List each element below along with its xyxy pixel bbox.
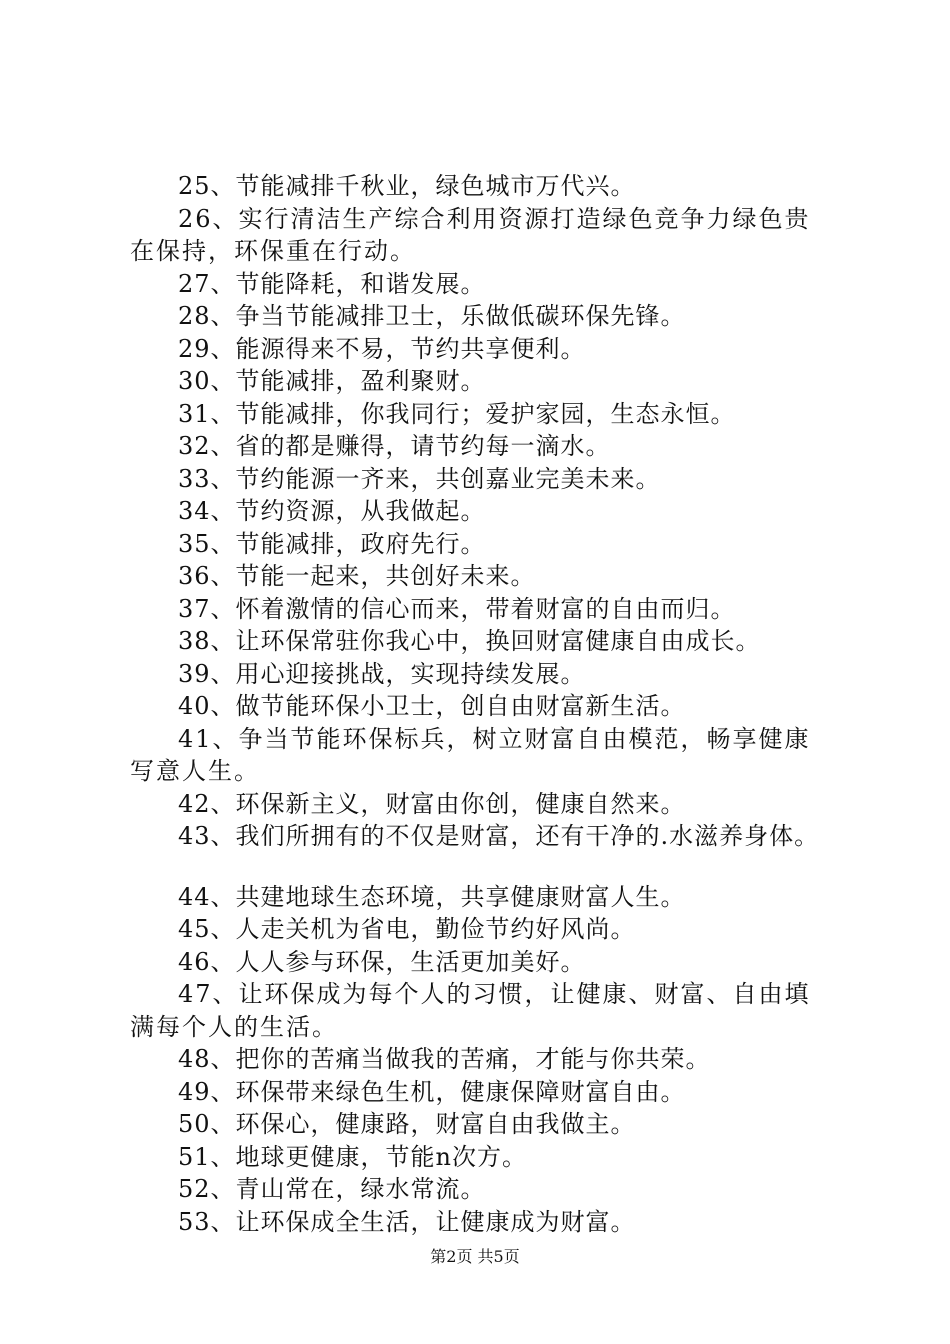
document-body (130, 170, 830, 1238)
paragraph-26: 26、实行清洁生产综合利用资源打造绿色竞争力绿色贵在保持，环保重在行动。 (130, 204, 811, 265)
paragraph-28: 28、争当节能减排卫士，乐做低碳环保先锋。 (178, 302, 686, 330)
paragraph-25: 25、节能减排千秋业，绿色城市万代兴。 (178, 172, 636, 200)
paragraph-40: 40、做节能环保小卫士，创自由财富新生活。 (178, 692, 686, 720)
paragraph-37: 37、怀着激情的信心而来，带着财富的自由而归。 (178, 594, 736, 623)
paragraph-43: 43、我们所拥有的不仅是财富，还有干净的.水滋养身体。 (178, 822, 820, 850)
paragraph-47: 47、让环保成为每个人的习惯，让健康、财富、自由填满每个人的生活。 (130, 980, 811, 1041)
paragraph-51: 51、地球更健康，节能n次方。 (178, 1142, 527, 1171)
paragraph-27: 27、节能降耗，和谐发展。 (178, 269, 486, 298)
paragraph-48: 48、把你的苦痛当做我的苦痛，才能与你共荣。 (178, 1045, 711, 1073)
paragraph-38: 38、让环保常驻你我心中，换回财富健康自由成长。 (178, 627, 761, 655)
paragraph-36: 36、节能一起来，共创好未来。 (178, 562, 536, 590)
paragraph-46: 46、人人参与环保，生活更加美好。 (178, 947, 586, 976)
paragraph-44: 44、共建地球生态环境，共享健康财富人生。 (178, 882, 686, 911)
paragraph-49: 49、环保带来绿色生机，健康保障财富自由。 (178, 1077, 686, 1106)
paragraph-35: 35、节能减排，政府先行。 (178, 529, 486, 558)
paragraph-29: 29、能源得来不易，节约共享便利。 (178, 334, 586, 363)
paragraph-50: 50、环保心，健康路，财富自由我做主。 (178, 1110, 636, 1138)
paragraph-30: 30、节能减排，盈利聚财。 (178, 367, 486, 395)
paragraph-34: 34、节约资源，从我做起。 (178, 497, 486, 525)
paragraph-32: 32、省的都是赚得，请节约每一滴水。 (178, 432, 611, 460)
paragraph-53: 53、让环保成全生活，让健康成为财富。 (178, 1207, 636, 1236)
paragraph-31: 31、节能减排，你我同行；爱护家园，生态永恒。 (178, 399, 736, 428)
paragraph-52: 52、青山常在，绿水常流。 (178, 1175, 486, 1203)
paragraph-39: 39、用心迎接挑战，实现持续发展。 (178, 659, 586, 688)
paragraph-41: 41、争当节能环保标兵，树立财富自由模范，畅享健康写意人生。 (130, 724, 811, 785)
paragraph-33: 33、节约能源一齐来，共创嘉业完美未来。 (178, 464, 661, 493)
paragraph-42: 42、环保新主义，财富由你创，健康自然来。 (178, 789, 686, 818)
paragraph-45: 45、人走关机为省电，勤俭节约好风尚。 (178, 915, 636, 943)
page-number-footer: 第2页 共5页 (430, 1247, 520, 1266)
